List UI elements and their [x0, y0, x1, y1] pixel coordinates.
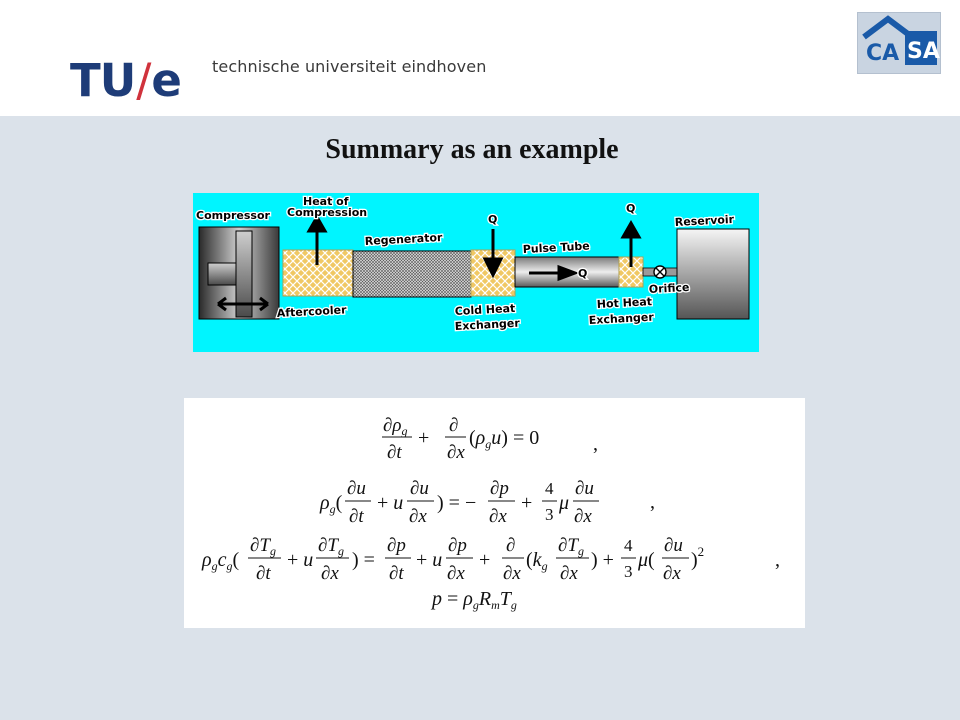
svg-text:μ(: μ(	[638, 549, 655, 571]
svg-text:+: +	[521, 492, 533, 514]
svg-text:) = −: ) = −	[437, 492, 477, 514]
svg-text:∂Tg: $\partial T_g$	[558, 535, 584, 558]
svg-text:∂x: ∂x	[409, 506, 427, 527]
svg-text:∂u: ∂u	[410, 478, 429, 499]
svg-text:∂u: ∂u	[664, 535, 683, 556]
compressor	[199, 227, 279, 319]
svg-text:3: 3	[545, 505, 554, 524]
svg-text:,: ,	[775, 549, 780, 571]
house-roof-icon	[864, 19, 912, 37]
svg-text:)2: )$^2$	[691, 544, 705, 571]
svg-text:∂t: ∂t	[387, 442, 402, 463]
svg-text:∂t: ∂t	[256, 563, 271, 584]
label-heat-of: Heat of	[303, 195, 349, 208]
svg-text:p = ρgRmTg: $p = \rho_gR_mT_g$	[432, 588, 517, 612]
label-regenerator: Regenerator	[364, 230, 443, 248]
svg-text:∂ρg: $\partial\rho_g$	[383, 415, 408, 438]
slide-title: Summary as an example	[325, 134, 619, 165]
regenerator	[353, 251, 471, 297]
svg-text:∂x: ∂x	[489, 506, 507, 527]
reservoir	[677, 229, 749, 319]
svg-text:4: 4	[624, 536, 633, 555]
label-compressor: Compressor	[196, 209, 270, 222]
svg-text:∂t: ∂t	[389, 563, 404, 584]
orifice-valve-icon	[654, 266, 666, 278]
equation-state	[430, 588, 517, 612]
equation-energy	[201, 535, 780, 584]
svg-text:+ u: + u	[287, 549, 314, 571]
svg-text:∂u: ∂u	[347, 478, 366, 499]
svg-text:+ u: + u	[377, 492, 404, 514]
svg-text:,: ,	[650, 491, 655, 513]
label-hot-heat: Hot Heat	[596, 295, 653, 311]
svg-text:μ: μ	[559, 492, 570, 514]
svg-text:) =: ) =	[352, 549, 375, 571]
svg-text:) +: ) +	[591, 549, 614, 571]
svg-text:∂x: ∂x	[321, 563, 339, 584]
label-reservoir: Reservoir	[674, 212, 735, 229]
svg-text:ρgcg(: $\rho_gc_g$(	[202, 549, 240, 573]
svg-text:+: +	[479, 549, 491, 571]
tue-logo-text: technische universiteit eindhoven	[212, 57, 487, 76]
svg-text:∂x: ∂x	[503, 563, 521, 584]
svg-text:∂x: ∂x	[447, 563, 465, 584]
label-aftercooler: Aftercooler	[276, 303, 347, 320]
label-cold-heat: Cold Heat	[454, 301, 516, 318]
tue-logo-mark: TU/e	[70, 54, 181, 107]
svg-text:∂x: ∂x	[447, 442, 465, 463]
label-orifice: Orifice	[648, 280, 690, 296]
label-compression: Compression	[287, 206, 368, 219]
equation-continuity	[382, 415, 598, 463]
label-q-cold: Q	[488, 213, 498, 226]
equations-panel	[184, 398, 805, 628]
svg-text:∂Tg: $\partial T_g$	[318, 535, 344, 558]
pulse-tube-diagram	[193, 193, 759, 352]
svg-text:,: ,	[593, 433, 598, 455]
svg-text:∂p: ∂p	[387, 535, 406, 556]
svg-text:∂x: ∂x	[560, 563, 578, 584]
svg-text:∂p: ∂p	[448, 535, 467, 556]
svg-text:4: 4	[545, 479, 554, 498]
svg-text:(kg: ($k_g$	[526, 549, 548, 573]
equations-figure	[184, 398, 805, 628]
svg-text:∂x: ∂x	[574, 506, 592, 527]
svg-text:∂x: ∂x	[663, 563, 681, 584]
label-cold-exchanger: Exchanger	[454, 316, 521, 333]
equation-momentum	[319, 478, 655, 527]
svg-text:∂p: ∂p	[490, 478, 509, 499]
casa-logo-right-text: SA	[907, 39, 940, 64]
svg-text:3: 3	[624, 562, 633, 581]
label-q-hot: Q	[626, 202, 636, 215]
svg-text:+: +	[418, 427, 430, 449]
svg-text:∂u: ∂u	[575, 478, 594, 499]
svg-text:(ρgu) = 0: $(\rho_gu) = 0$	[469, 427, 540, 451]
svg-text:∂: ∂	[506, 535, 516, 556]
label-q-tube: Q	[578, 267, 588, 280]
label-hot-exchanger: Exchanger	[588, 310, 655, 327]
svg-text:∂: ∂	[449, 415, 459, 436]
svg-text:∂t: ∂t	[349, 506, 364, 527]
svg-text:+ u: + u	[416, 549, 443, 571]
svg-text:ρg(: $\rho_g$(	[320, 492, 343, 516]
casa-logo-left-text: CA	[866, 41, 900, 66]
casa-logo	[857, 12, 941, 74]
label-pulse-tube: Pulse Tube	[522, 239, 591, 256]
header-banner	[0, 0, 960, 116]
svg-text:∂Tg: $\partial T_g$	[250, 535, 276, 558]
